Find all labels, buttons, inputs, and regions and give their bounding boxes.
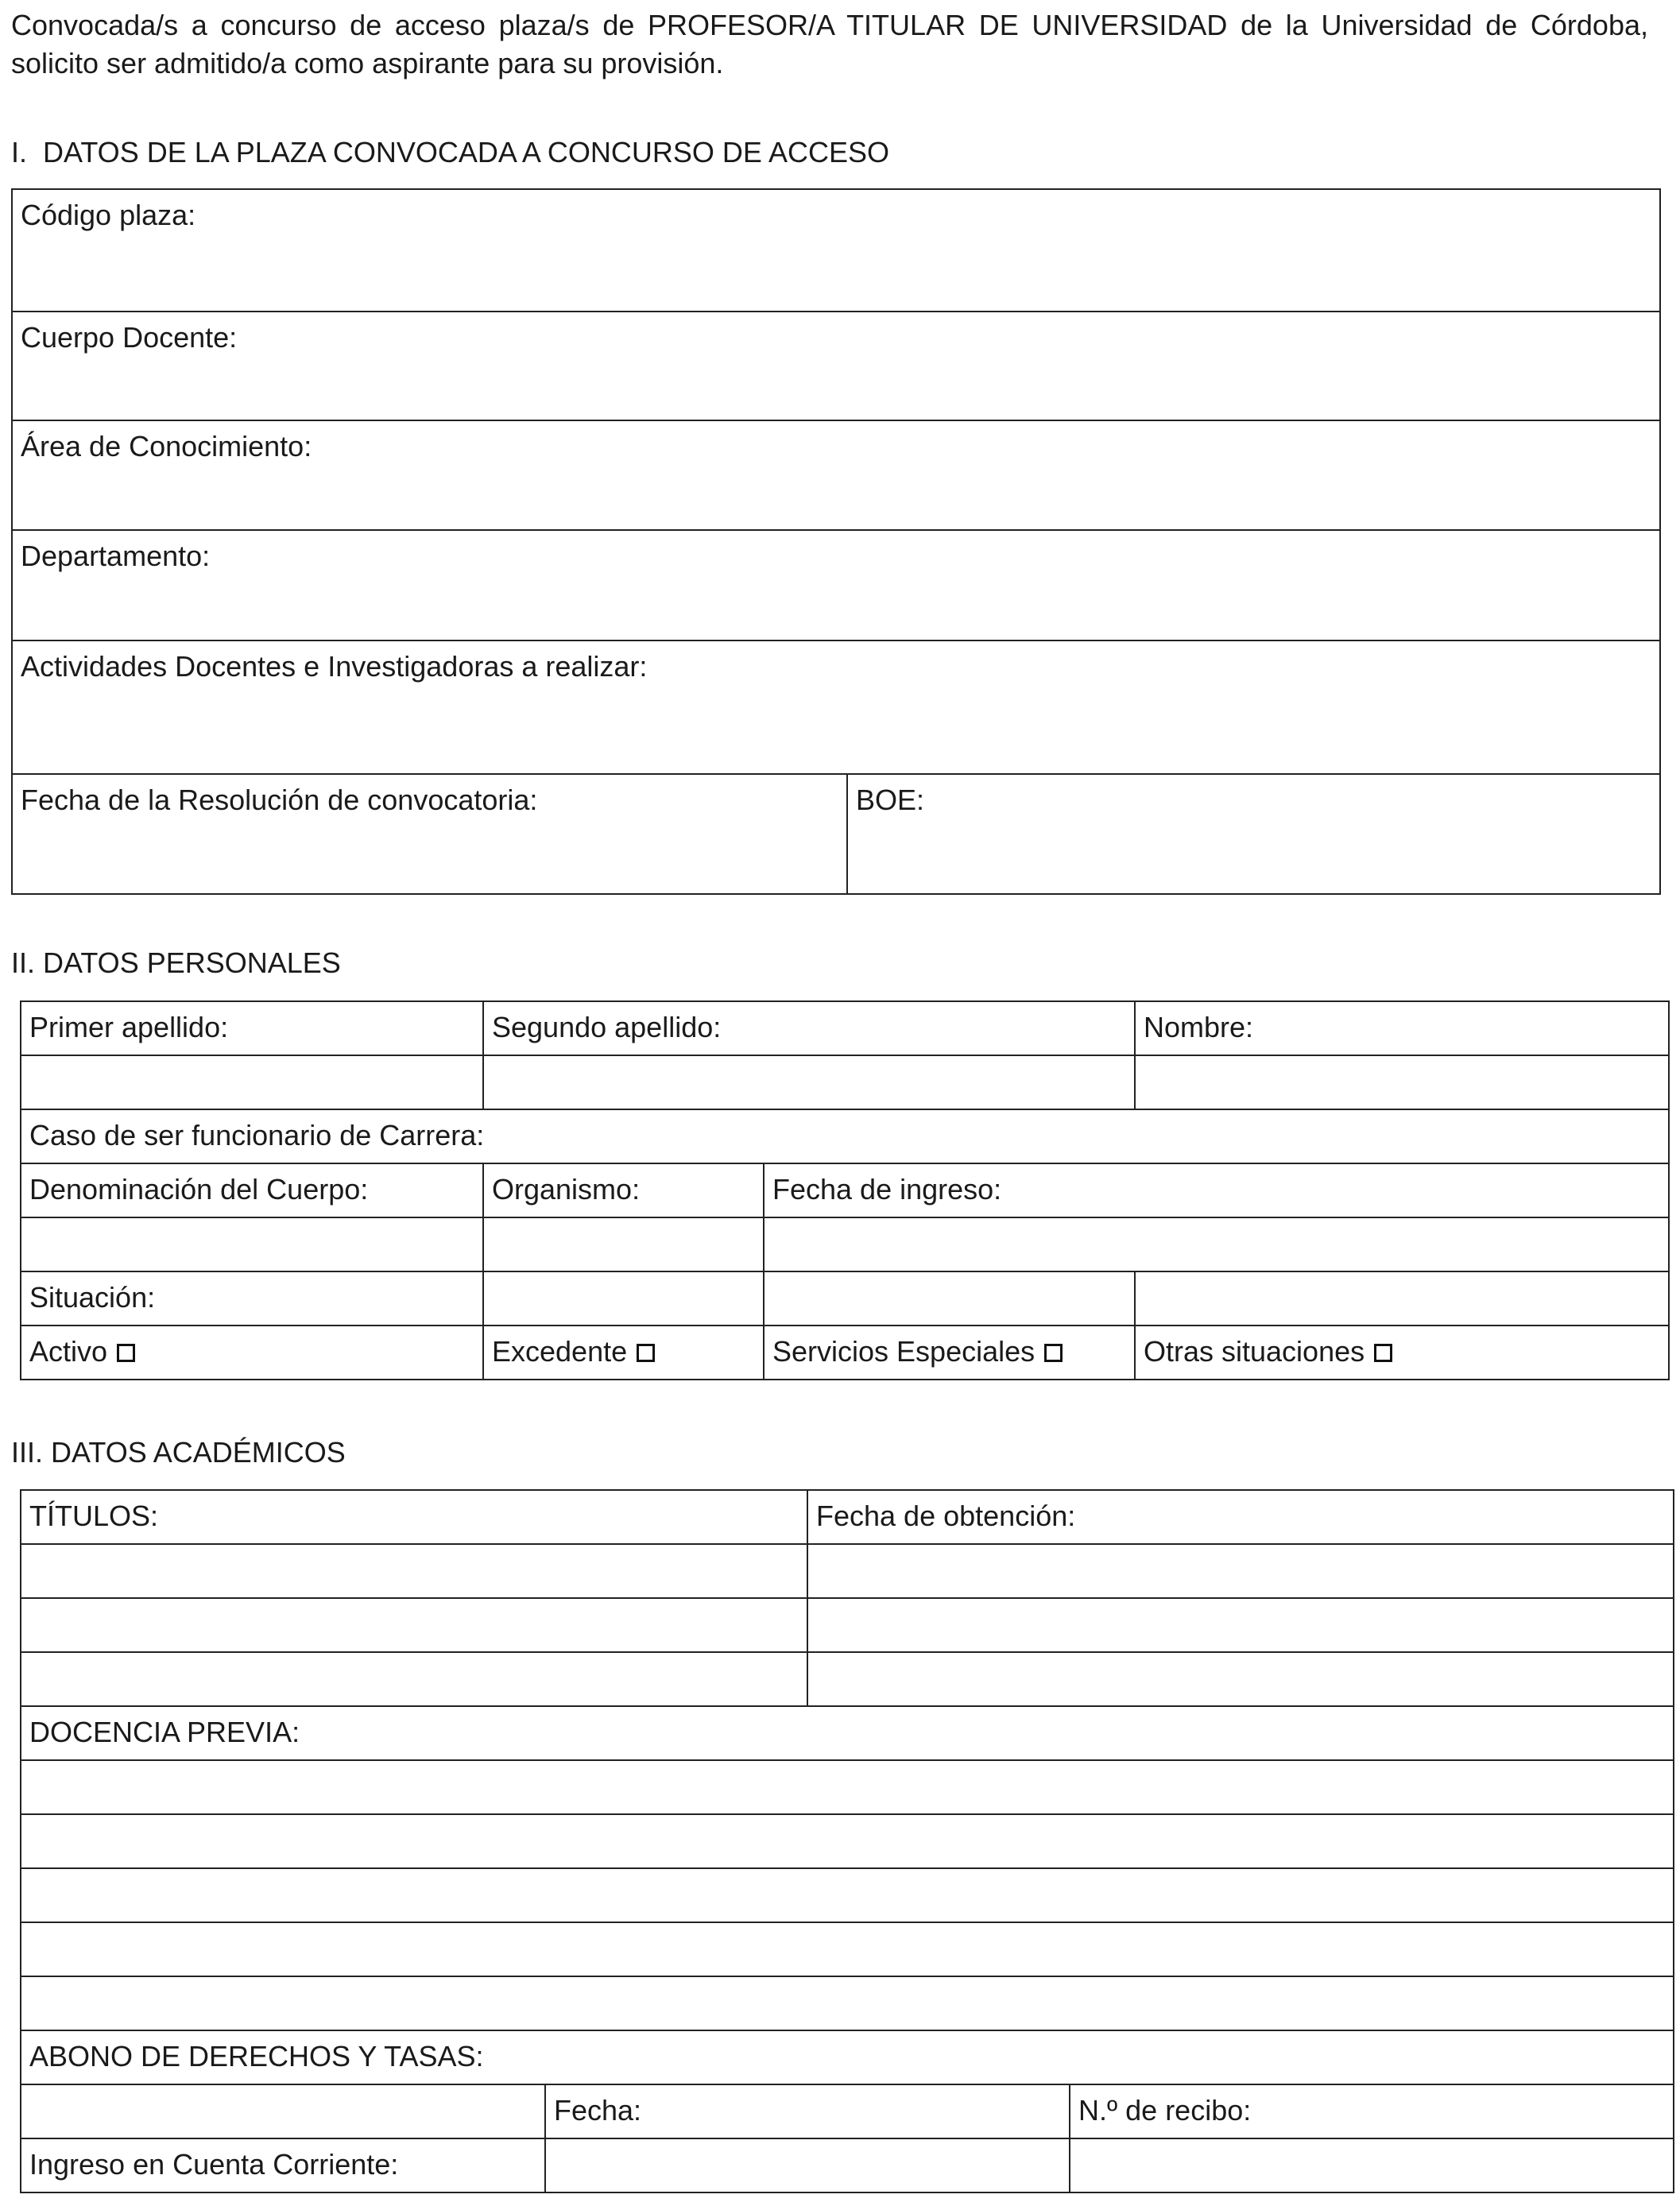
activo-checkbox[interactable]: [117, 1344, 135, 1362]
abono-label: ABONO DE DERECHOS Y TASAS:: [29, 2040, 484, 2072]
codigo-plaza-field[interactable]: [12, 189, 1660, 312]
titulo-input[interactable]: [21, 1652, 807, 1706]
actividades-label: Actividades Docentes e Investigadoras a realizar:: [21, 650, 648, 683]
titulos-label: TÍTULOS:: [29, 1500, 159, 1532]
ingreso-cuenta-row-label: [21, 2138, 545, 2192]
activo-option[interactable]: [21, 1326, 483, 1380]
section-2-heading: II. DATOS PERSONALES: [11, 946, 341, 979]
fecha-label: Fecha:: [554, 2094, 642, 2127]
docencia-previa-input[interactable]: [21, 1868, 1674, 1922]
servicios-especiales-checkbox[interactable]: [1044, 1344, 1063, 1362]
cuerpo-docente-label: Cuerpo Docente:: [21, 321, 238, 354]
excedente-checkbox[interactable]: [637, 1344, 655, 1362]
denominacion-input[interactable]: [21, 1217, 483, 1271]
boe-label: BOE:: [856, 784, 925, 816]
fecha-resolucion-field[interactable]: [12, 774, 847, 894]
situacion-header: [21, 1271, 483, 1326]
academic-data-table: [20, 1489, 1674, 2193]
personal-data-table: [20, 1000, 1670, 1380]
funcionario-row: [21, 1109, 1669, 1163]
otras-situaciones-label: Otras situaciones: [1144, 1335, 1365, 1368]
segundo-apellido-header: [483, 1001, 1135, 1055]
docencia-previa-input[interactable]: [21, 1760, 1674, 1814]
fecha-obtencion-input[interactable]: [807, 1652, 1674, 1706]
segundo-apellido-label: Segundo apellido:: [492, 1011, 722, 1043]
fecha-obtencion-input[interactable]: [807, 1544, 1674, 1598]
primer-apellido-input[interactable]: [21, 1055, 483, 1109]
docencia-previa-input[interactable]: [21, 1814, 1674, 1868]
titulo-input[interactable]: [21, 1598, 807, 1652]
segundo-apellido-input[interactable]: [483, 1055, 1135, 1109]
area-conocimiento-field[interactable]: [12, 420, 1660, 530]
num-recibo-header: [1070, 2084, 1674, 2138]
titulos-header: [21, 1490, 807, 1544]
situacion-blank-3: [1135, 1271, 1669, 1326]
cuerpo-docente-field[interactable]: [12, 312, 1660, 420]
abono-header: [21, 2030, 1674, 2084]
plaza-data-table: [11, 188, 1661, 895]
num-recibo-input[interactable]: [1070, 2138, 1674, 2192]
codigo-plaza-label: Código plaza:: [21, 199, 196, 231]
servicios-especiales-label: Servicios Especiales: [772, 1335, 1035, 1368]
situacion-blank-1: [483, 1271, 764, 1326]
docencia-previa-header: [21, 1706, 1674, 1760]
primer-apellido-header: [21, 1001, 483, 1055]
section-1-heading: I. DATOS DE LA PLAZA CONVOCADA A CONCURSO DE ACCESO: [11, 136, 889, 168]
nombre-header: [1135, 1001, 1669, 1055]
section-3-heading: III. DATOS ACADÉMICOS: [11, 1436, 346, 1469]
fecha-ingreso-header: [764, 1163, 1669, 1217]
excedente-label: Excedente: [492, 1335, 628, 1368]
nombre-label: Nombre:: [1144, 1011, 1254, 1043]
activo-label: Activo: [29, 1335, 108, 1368]
fecha-resolucion-label: Fecha de la Resolución de convocatoria:: [21, 784, 538, 816]
docencia-previa-label: DOCENCIA PREVIA:: [29, 1716, 300, 1748]
nombre-input[interactable]: [1135, 1055, 1669, 1109]
abono-blank: [21, 2084, 545, 2138]
otras-situaciones-checkbox[interactable]: [1374, 1344, 1392, 1362]
servicios-especiales-option[interactable]: [764, 1326, 1135, 1380]
primer-apellido-label: Primer apellido:: [29, 1011, 229, 1043]
excedente-option[interactable]: [483, 1326, 764, 1380]
departamento-label: Departamento:: [21, 540, 211, 572]
denominacion-header: [21, 1163, 483, 1217]
area-conocimiento-label: Área de Conocimiento:: [21, 430, 312, 462]
actividades-field[interactable]: [12, 641, 1660, 774]
funcionario-label: Caso de ser funcionario de Carrera:: [29, 1119, 485, 1151]
situacion-label: Situación:: [29, 1281, 156, 1314]
fecha-obtencion-input[interactable]: [807, 1598, 1674, 1652]
organismo-header: [483, 1163, 764, 1217]
boe-field[interactable]: [847, 774, 1660, 894]
fecha-ingreso-label: Fecha de ingreso:: [772, 1173, 1002, 1206]
fecha-ingreso-input[interactable]: [764, 1217, 1669, 1271]
num-recibo-label: N.º de recibo:: [1078, 2094, 1252, 2127]
fecha-header: [545, 2084, 1070, 2138]
fecha-input[interactable]: [545, 2138, 1070, 2192]
docencia-previa-input[interactable]: [21, 1922, 1674, 1976]
fecha-obtencion-header: [807, 1490, 1674, 1544]
organismo-input[interactable]: [483, 1217, 764, 1271]
otras-situaciones-option[interactable]: [1135, 1326, 1669, 1380]
denominacion-label: Denominación del Cuerpo:: [29, 1173, 369, 1206]
ingreso-cuenta-label: Ingreso en Cuenta Corriente:: [29, 2148, 399, 2181]
departamento-field[interactable]: [12, 530, 1660, 641]
intro-paragraph: Convocada/s a concurso de acceso plaza/s de PROFESOR/A TITULAR DE UNIVERSIDAD de la Universidad de Córdoba, solicito ser admitido/a como aspirante para su provisión.: [11, 9, 1648, 79]
titulo-input[interactable]: [21, 1544, 807, 1598]
docencia-previa-input[interactable]: [21, 1976, 1674, 2030]
situacion-blank-2: [764, 1271, 1135, 1326]
fecha-obtencion-label: Fecha de obtención:: [816, 1500, 1076, 1532]
organismo-label: Organismo:: [492, 1173, 641, 1206]
